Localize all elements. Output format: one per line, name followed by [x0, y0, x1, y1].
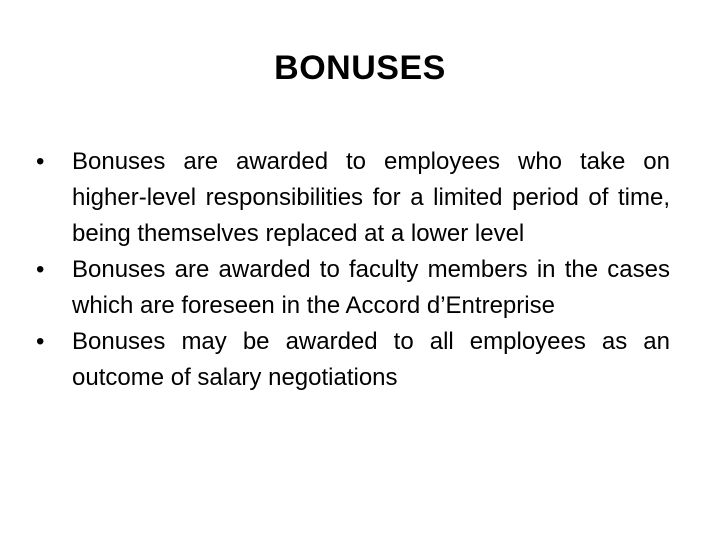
- bullet-item: [36, 324, 670, 396]
- slide-title: BONUSES: [274, 49, 446, 87]
- bullet-marker: •: [36, 148, 45, 175]
- bullet-text: Bonuses are awarded to employees who take on higher-level responsibilities for a limited period of time, being themselves replaced at a lower level: [72, 148, 670, 247]
- bullet-item: [36, 252, 670, 324]
- bullet-marker: •: [36, 256, 45, 283]
- bullet-text: Bonuses are awarded to faculty members in the cases which are foreseen in the Accord d’Entreprise: [72, 256, 670, 319]
- bullet-text: Bonuses may be awarded to all employees as an outcome of salary negotiations: [72, 328, 670, 391]
- bullet-marker: •: [36, 328, 45, 355]
- bullet-item: [36, 144, 670, 252]
- bullet-list: [36, 144, 670, 396]
